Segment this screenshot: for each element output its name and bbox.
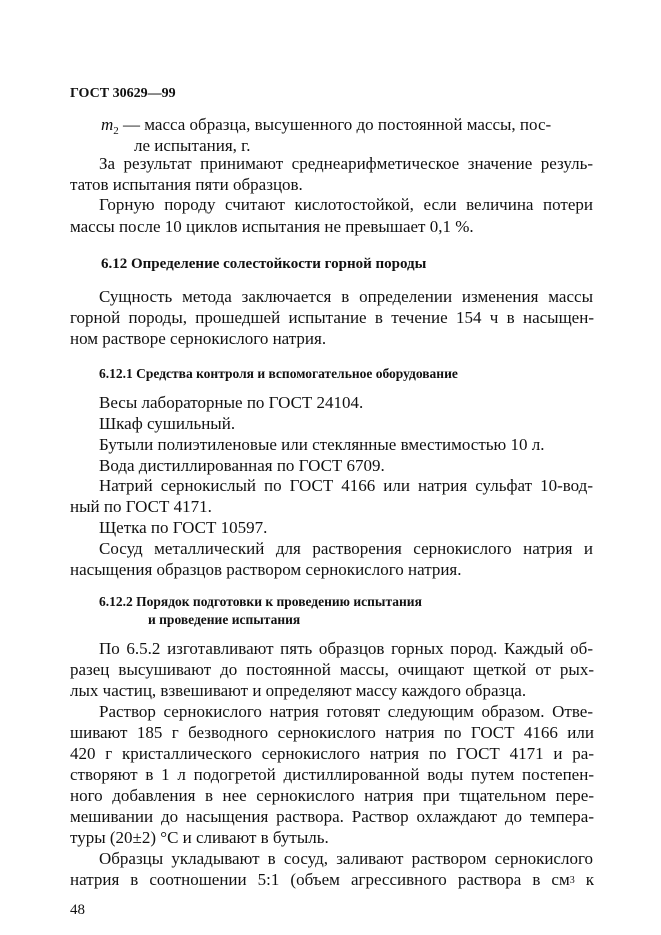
section-6-12-heading: 6.12 Определение солестойкости горной породы [101, 256, 427, 272]
paragraph-5-line-1: Раствор сернокислого натрия готовят следующим образом. Отве- [99, 702, 593, 721]
equipment-item-5-line-1: Натрий сернокислый по ГОСТ 4166 или натрия сульфат 10-вод- [99, 476, 593, 495]
equipment-item-1: Весы лабораторные по ГОСТ 24104. [99, 393, 364, 412]
paragraph-2-line-2: массы после 10 циклов испытания не превышает 0,1 %. [70, 217, 474, 236]
paragraph-5-line-4: створяют в 1 л подогретой дистиллированной воды путем постепен- [70, 765, 594, 784]
paragraph-1-line-1: За результат принимают среднеарифметическое значение резуль- [99, 154, 593, 173]
cubic-superscript: 3 [569, 875, 575, 886]
paragraph-3-line-2: горной породы, прошедшей испытание в течение 154 ч в насыщен- [70, 308, 594, 327]
paragraph-6-line-2-text: натрия в соотношении 5:1 (объем агрессивного раствора в см [70, 870, 570, 889]
section-6-12-2-heading-line-2: и проведение испытания [148, 612, 301, 627]
equipment-item-7-line-2: насыщения образцов раствором сернокислого натрия. [70, 560, 462, 579]
definition-dash: — [123, 115, 141, 134]
paragraph-6-line-1: Образцы укладывают в сосуд, заливают раствором сернокислого [99, 849, 593, 868]
paragraph-5-line-3: 420 г кристаллического сернокислого натрия по ГОСТ 4171 и ра- [70, 744, 594, 763]
paragraph-3-line-3: ном растворе сернокислого натрия. [70, 329, 327, 348]
paragraph-4-line-2: разец высушивают до постоянной массы, очищают щеткой от рых- [70, 660, 594, 679]
equipment-item-7-line-1: Сосуд металлический для растворения сернокислого натрия и [99, 539, 593, 558]
document-code-header: ГОСТ 30629—99 [70, 86, 176, 101]
section-6-12-2-heading-line-1: 6.12.2 Порядок подготовки к проведению испытания [99, 594, 422, 609]
paragraph-4-line-1: По 6.5.2 изготавливают пять образцов горных пород. Каждый об- [99, 639, 593, 658]
paragraph-5-line-6: мешивании до насыщения раствора. Раствор охлаждают до темпера- [70, 807, 594, 826]
section-6-12-1-heading: 6.12.1 Средства контроля и вспомогательное оборудование [99, 366, 458, 381]
paragraph-1-line-2: татов испытания пяти образцов. [70, 175, 303, 194]
m2-definition-line-2: ле испытания, г. [134, 136, 251, 155]
equipment-item-6: Щетка по ГОСТ 10597. [99, 518, 268, 537]
equipment-item-2: Шкаф сушильный. [99, 414, 236, 433]
paragraph-2-line-1: Горную породу считают кислотостойкой, если величина потери [99, 195, 593, 214]
paragraph-6-line-2 [70, 869, 594, 890]
equipment-item-4: Вода дистиллированная по ГОСТ 6709. [99, 456, 385, 475]
paragraph-3-line-1: Сущность метода заключается в определении изменения массы [99, 287, 593, 306]
equipment-item-5-line-2: ный по ГОСТ 4171. [70, 497, 212, 516]
variable-m: m [101, 115, 114, 134]
variable-subscript: 2 [113, 125, 119, 137]
definition-text: масса образца, высушенного до постоянной массы, пос- [144, 115, 552, 134]
paragraph-5-line-7: туры (20±2) °С и сливают в бутыль. [70, 828, 329, 847]
paragraph-4-line-3: лых частиц, взвешивают и определяют массу каждого образца. [70, 681, 527, 700]
page-number: 48 [70, 902, 85, 918]
paragraph-5-line-2: шивают 185 г безводного сернокислого натрия по ГОСТ 4166 или [70, 723, 594, 742]
equipment-item-3: Бутыли полиэтиленовые или стеклянные вместимостью 10 л. [99, 435, 545, 454]
paragraph-6-line-2-end: к [574, 870, 594, 889]
paragraph-5-line-5: ного добавления в нее сернокислого натрия при тщательном пере- [70, 786, 594, 805]
